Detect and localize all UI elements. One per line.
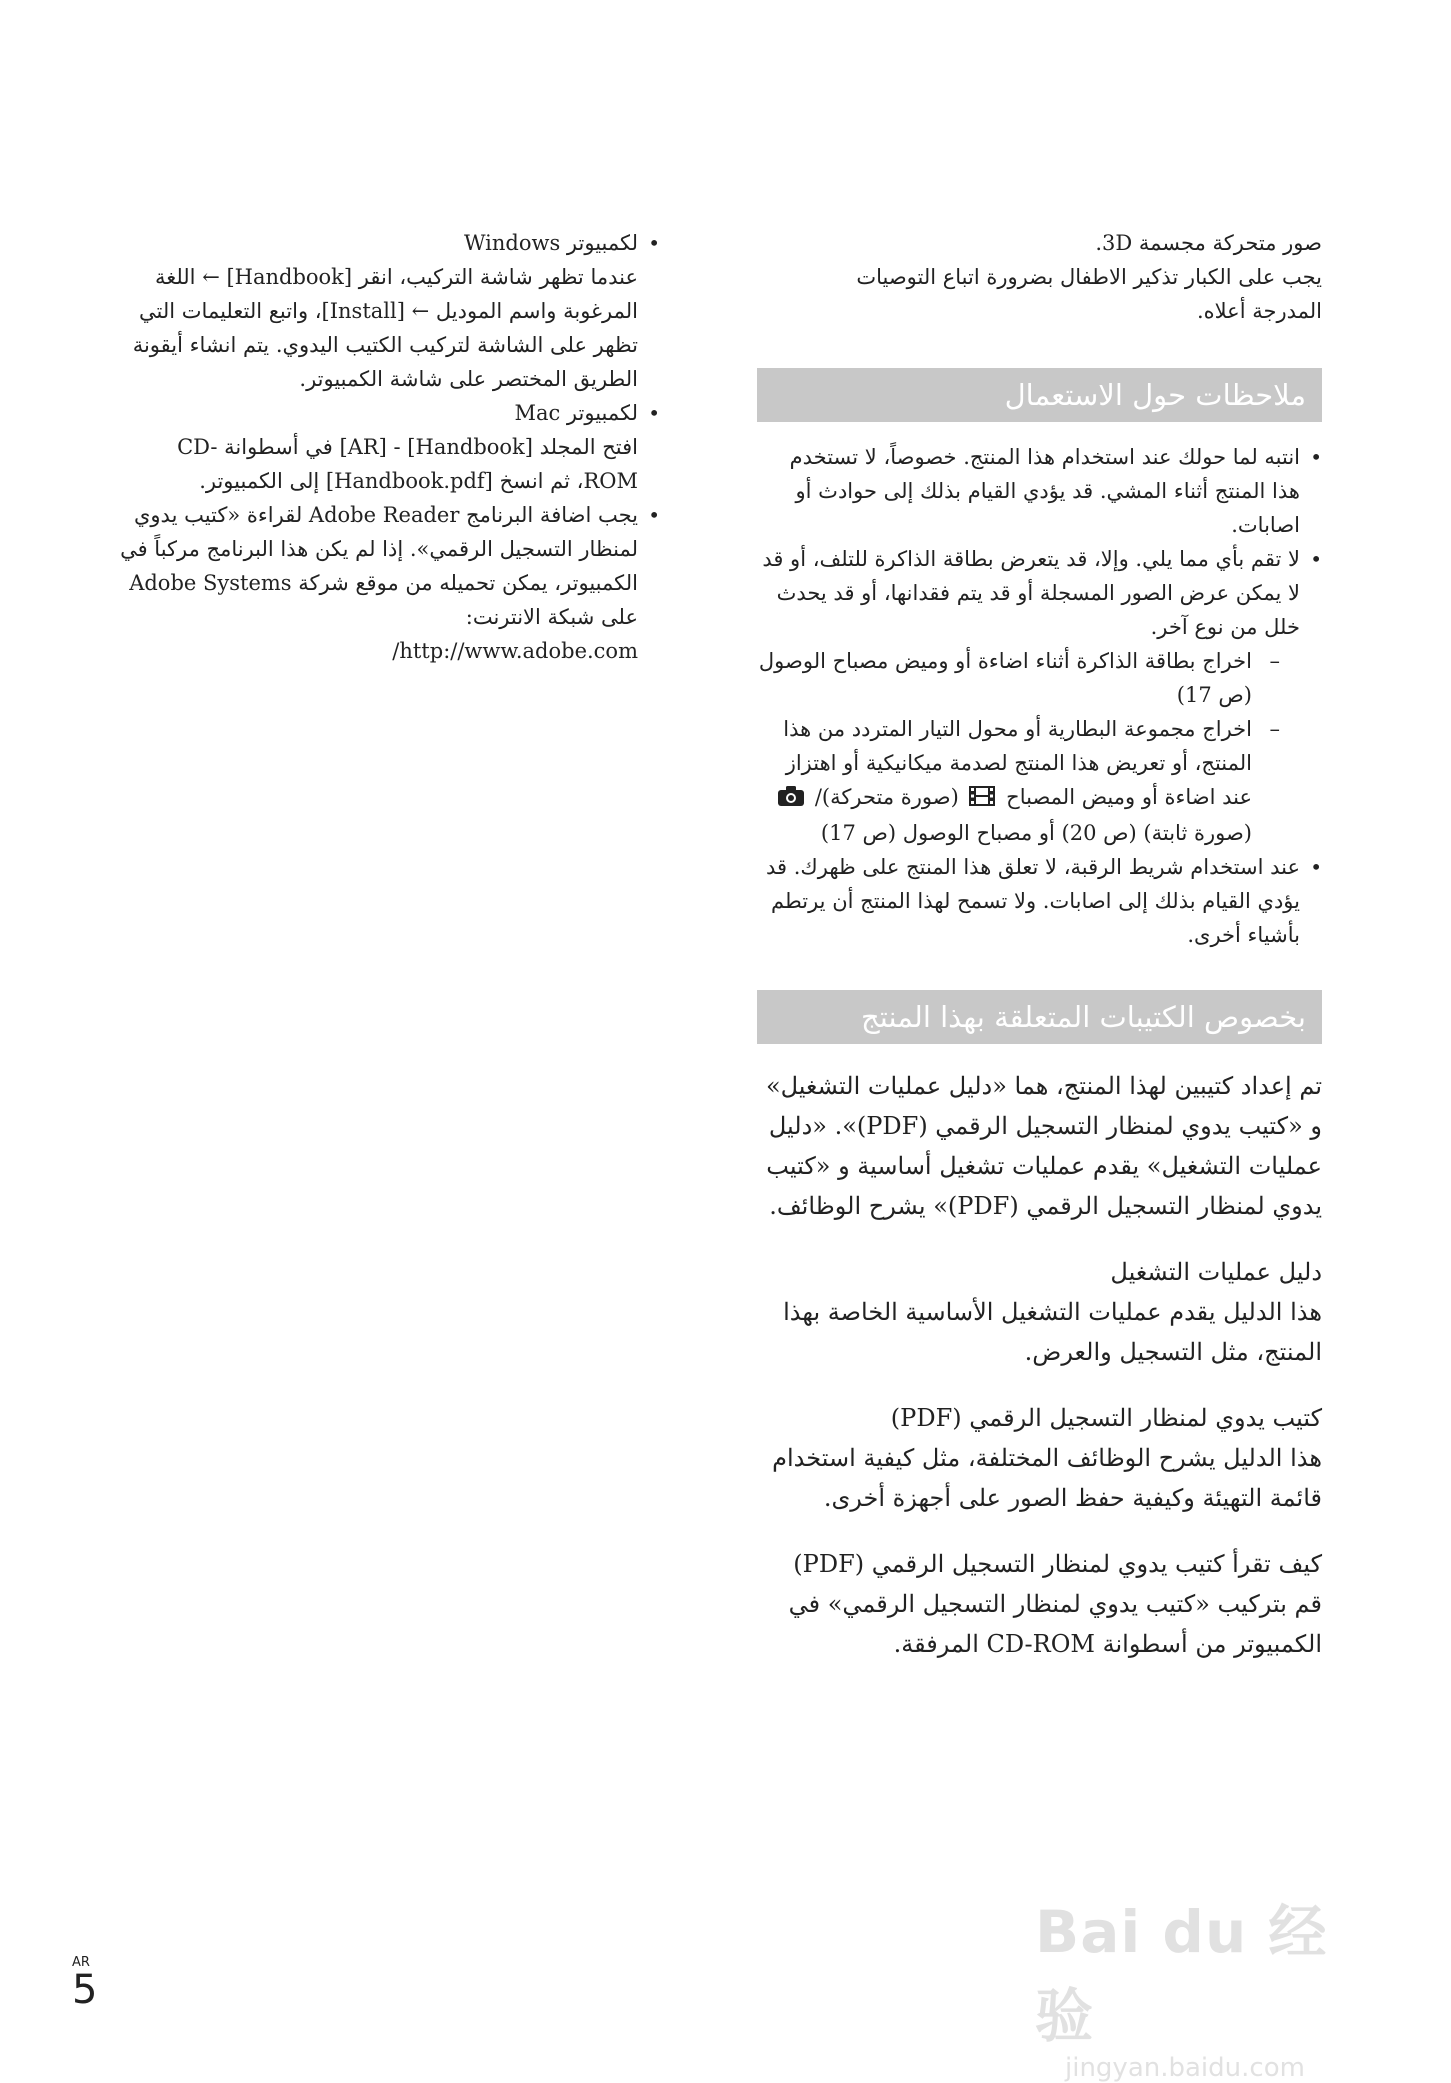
film-icon (969, 782, 995, 816)
sub-item-text: اخراج بطاقة الذاكرة أثناء اضاءة أو وميض مصباح الوصول (ص 17) (758, 649, 1252, 707)
install-instructions-list (120, 226, 660, 668)
right-column (757, 226, 1322, 1664)
sub-item-text: اخراج مجموعة البطارية أو محول التيار المتردد من هذا المنتج، أو تعريض هذا المنتج لصدمة ميكانيكية أو اهتزاز عند اضاءة أو وميض المصباح (783, 717, 1252, 809)
sub-list-item (757, 712, 1280, 850)
usage-notes-list (757, 440, 1322, 952)
intro-line: يجب على الكبار تذكير الاطفال بضرورة اتباع التوصيات (856, 265, 1322, 289)
page-number: 5 (72, 1967, 98, 2013)
camera-icon (778, 782, 804, 816)
manual-description: قم بتركيب «كتيب يدوي لمنظار التسجيل الرقمي» في الكمبيوتر من أسطوانة CD-ROM المرفقة. (788, 1589, 1322, 1658)
bullet-text: افتح المجلد [Handbook] - [AR] في أسطوانة CD-ROM، ثم انسخ [Handbook.pdf] إلى الكمبيوتر. (177, 435, 638, 493)
bullet-title: • لكمبيوتر Mac (514, 401, 638, 425)
list-item (120, 498, 660, 668)
list-item (757, 542, 1322, 850)
adobe-url: http://www.adobe.com/ (392, 639, 638, 663)
manual-description: هذا الدليل يقدم عمليات التشغيل الأساسية الخاصة بهذا المنتج، مثل التسجيل والعرض. (783, 1297, 1322, 1366)
list-item (757, 850, 1322, 952)
list-item (757, 440, 1322, 542)
bullet-text: لا تقم بأي مما يلي. وإلا، قد يتعرض بطاقة الذاكرة للتلف، أو قد لا يمكن عرض الصور المسجلة أو قد يتم فقدانها، أو قد يحدث خلل من نوع آخر. (762, 547, 1300, 639)
list-item (120, 226, 660, 396)
intro-paragraph (757, 226, 1322, 328)
bullet-text: عند استخدام شريط الرقبة، لا تعلق هذا المنتج على ظهرك. قد يؤدي القيام بذلك إلى اصابات. ولا تسمح لهذا المنتج أن يرتطم بأشياء أخرى. (766, 854, 1300, 947)
manual-title: كيف تقرأ كتيب يدوي لمنظار التسجيل الرقمي (PDF) (793, 1549, 1322, 1578)
page-footer (72, 1955, 98, 2013)
bullet-text: انتبه لما حولك عند استخدام هذا المنتج. خصوصاً، لا تستخدم هذا المنتج أثناء المشي. قد يؤدي القيام بذلك إلى حوادث أو اصابات. (789, 445, 1300, 537)
intro-line: المدرجة أعلاه. (1196, 299, 1322, 323)
watermark (1035, 1885, 1365, 2083)
sub-item-text: (صورة متحركة)/ (814, 785, 959, 809)
manuals-intro: تم إعداد كتيبين لهذا المنتج، هما «دليل عمليات التشغيل» و «كتيب يدوي لمنظار التسجيل الرقمي (PDF)». «دليل عمليات التشغيل» يقدم عمليات تشغيل أساسية و «كتيب يدوي لمنظار التسجيل الرقمي (PDF)» يشرح الوظائف. (765, 1071, 1322, 1220)
intro-line: صور متحركة مجسمة 3D. (1095, 231, 1322, 255)
dash-marker: – (1269, 649, 1280, 673)
sub-list-item (757, 644, 1280, 712)
dash-marker: – (1269, 717, 1280, 741)
manual-description: هذا الدليل يشرح الوظائف المختلفة، مثل كيفية استخدام قائمة التهيئة وكيفية حفظ الصور على أجهزة أخرى. (772, 1443, 1322, 1512)
left-column (120, 226, 660, 668)
section-heading-usage-notes: ملاحظات حول الاستعمال (757, 368, 1322, 422)
manual-title: دليل عمليات التشغيل (1110, 1257, 1322, 1286)
bullet-text: عندما تظهر شاشة التركيب، انقر [Handbook] ← اللغة المرغوبة واسم الموديل ← [Install]، واتبع التعليمات التي تظهر على الشاشة لتركيب الكتيب اليدوي. يتم انشاء أيقونة الطريق المختصر على شاشة الكمبيوتر. (132, 265, 638, 391)
bullet-title: • لكمبيوتر Windows (463, 231, 638, 255)
manual-title: كتيب يدوي لمنظار التسجيل الرقمي (PDF) (890, 1403, 1322, 1432)
sub-item-text: (صورة ثابتة) (ص 20) أو مصباح الوصول (ص 17) (820, 820, 1252, 845)
watermark-url: jingyan.baidu.com (1065, 2053, 1305, 2083)
watermark-brand: Bai du 经验 (1035, 1898, 1328, 2050)
list-item (120, 396, 660, 498)
bullet-text: • يجب اضافة البرنامج Adobe Reader لقراءة «كتيب يدوي لمنظار التسجيل الرقمي». إذا لم يكن هذا البرنامج مركباً في الكمبيوتر، يمكن تحميله من موقع شركة Adobe Systems على شبكة الانترنت: (120, 503, 638, 629)
section-heading-manuals: بخصوص الكتيبات المتعلقة بهذا المنتج (757, 990, 1322, 1044)
language-code: AR (72, 1955, 90, 1970)
